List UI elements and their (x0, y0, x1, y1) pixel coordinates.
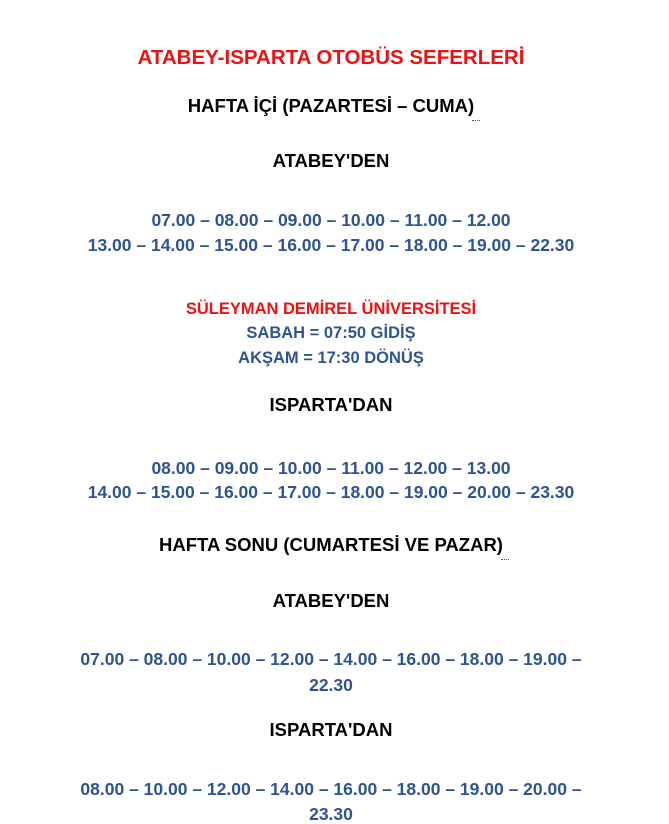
weekend-heading (0, 536, 662, 555)
weekday-from-atabey-times-line1: 07.00 – 08.00 – 09.00 – 10.00 – 11.00 – 12.00 (151, 210, 511, 230)
weekday-from-isparta-times-line1: 08.00 – 09.00 – 10.00 – 11.00 – 12.00 – 13.00 (151, 458, 511, 478)
weekend-from-atabey-times-line2: 22.30 (309, 675, 353, 695)
weekend-heading-text: HAFTA SONU (CUMARTESİ VE PAZAR) (159, 534, 503, 555)
weekend-from-atabey-times-line1: 07.00 – 08.00 – 10.00 – 12.00 – 14.00 – 16.00 – 18.00 – 19.00 – (80, 649, 582, 669)
weekday-from-atabey-heading: ATABEY'DEN (272, 150, 390, 171)
weekend-from-isparta-heading: ISPARTA'DAN (269, 719, 393, 740)
weekend-from-isparta-times-line2: 23.30 (309, 804, 353, 824)
weekday-heading (0, 97, 662, 116)
weekday-from-isparta-times-line2: 14.00 – 15.00 – 16.00 – 17.00 – 18.00 – 19.00 – 20.00 – 23.30 (87, 482, 575, 502)
page-title: ATABEY-ISPARTA OTOBÜS SEFERLERİ (137, 46, 525, 69)
weekend-from-isparta-times-line1: 08.00 – 10.00 – 12.00 – 14.00 – 16.00 – 18.00 – 19.00 – 20.00 – (80, 779, 582, 799)
weekend-from-atabey-heading: ATABEY'DEN (272, 590, 390, 611)
university-heading: SÜLEYMAN DEMİREL ÜNİVERSİTESİ (185, 300, 477, 318)
weekday-heading-text: HAFTA İÇİ (PAZARTESİ – CUMA) (187, 95, 475, 116)
weekday-from-isparta-heading: ISPARTA'DAN (269, 394, 393, 415)
university-morning: SABAH = 07:50 GİDİŞ (246, 324, 416, 342)
university-evening: AKŞAM = 17:30 DÖNÜŞ (238, 349, 424, 367)
weekday-from-atabey-times-line2: 13.00 – 14.00 – 15.00 – 16.00 – 17.00 – 18.00 – 19.00 – 22.30 (87, 235, 575, 255)
